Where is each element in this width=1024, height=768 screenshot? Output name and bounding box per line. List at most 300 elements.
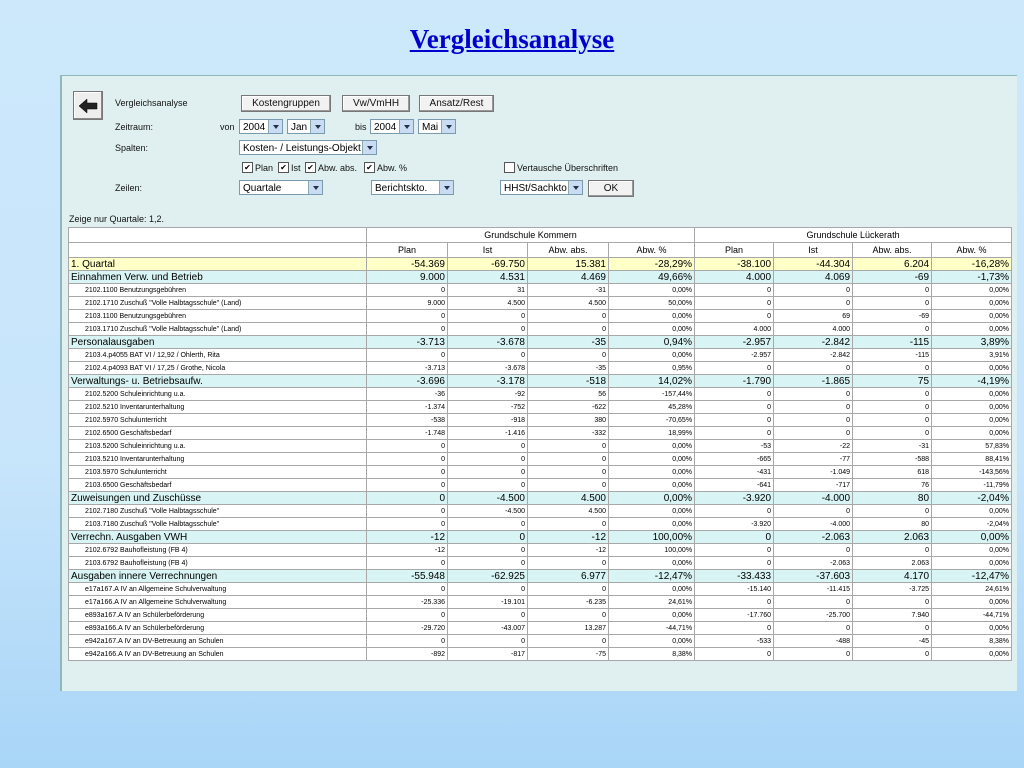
table-cell: 0 bbox=[448, 440, 528, 453]
table-cell: 0 bbox=[695, 505, 774, 518]
table-cell: 380 bbox=[528, 414, 609, 427]
row-label: Einnahmen Verw. und Betrieb bbox=[69, 271, 367, 284]
table-cell: -2.957 bbox=[695, 336, 774, 349]
table-cell: 57,83% bbox=[932, 440, 1012, 453]
table-cell: 0 bbox=[774, 414, 853, 427]
chevron-down-icon bbox=[310, 120, 324, 133]
table-row bbox=[69, 401, 1012, 414]
table-cell: 0 bbox=[448, 310, 528, 323]
table-cell: 0,00% bbox=[932, 544, 1012, 557]
comparison-table-wrap bbox=[68, 227, 1011, 661]
table-cell: 24,61% bbox=[932, 583, 1012, 596]
table-cell: 0,00% bbox=[932, 557, 1012, 570]
table-cell: 0 bbox=[853, 414, 932, 427]
table-cell: 0,00% bbox=[932, 414, 1012, 427]
table-row bbox=[69, 362, 1012, 375]
table-cell: 0 bbox=[528, 635, 609, 648]
table-row bbox=[69, 414, 1012, 427]
bis-year-select[interactable]: 2004 bbox=[370, 119, 414, 134]
table-cell: 0 bbox=[774, 297, 853, 310]
table-cell: 0 bbox=[774, 388, 853, 401]
table-cell: 0 bbox=[774, 505, 853, 518]
row-label: 2102.7180 Zuschuß "Volle Halbtagsschule" bbox=[69, 505, 367, 518]
table-cell: -665 bbox=[695, 453, 774, 466]
table-cell: 0 bbox=[695, 648, 774, 661]
chevron-down-icon bbox=[268, 120, 282, 133]
table-cell: -12 bbox=[367, 544, 448, 557]
chevron-down-icon bbox=[308, 181, 322, 194]
table-cell: 0 bbox=[695, 622, 774, 635]
table-cell: -817 bbox=[448, 648, 528, 661]
table-cell: 31 bbox=[448, 284, 528, 297]
table-cell: 8,38% bbox=[932, 635, 1012, 648]
table-cell: 0,00% bbox=[609, 505, 695, 518]
row-label: e893a166.A IV an Schülerbeförderung bbox=[69, 622, 367, 635]
plan-check-label: Plan bbox=[255, 163, 274, 173]
table-cell: -19.101 bbox=[448, 596, 528, 609]
table-cell: 0 bbox=[695, 284, 774, 297]
table-cell: 0 bbox=[853, 427, 932, 440]
table-cell: 0,00% bbox=[609, 349, 695, 362]
table-cell: 0 bbox=[695, 531, 774, 544]
table-cell: 0 bbox=[774, 648, 853, 661]
table-cell: 0 bbox=[853, 622, 932, 635]
table-cell: 4.000 bbox=[695, 271, 774, 284]
table-cell: -55.948 bbox=[367, 570, 448, 583]
table-cell: -431 bbox=[695, 466, 774, 479]
table-cell: -4.500 bbox=[448, 492, 528, 505]
row-label: 2102.4.p4093 BAT VI / 17,25 / Grothe, Nicola bbox=[69, 362, 367, 375]
row-label: 2103.4.p4055 BAT VI / 12,92 / Ohlerth, Rita bbox=[69, 349, 367, 362]
table-cell: -69.750 bbox=[448, 258, 528, 271]
table-cell: -77 bbox=[774, 453, 853, 466]
table-cell: -31 bbox=[853, 440, 932, 453]
table-cell: 0 bbox=[774, 362, 853, 375]
table-cell: 0 bbox=[448, 479, 528, 492]
table-cell: -3.713 bbox=[367, 362, 448, 375]
table-cell: -35 bbox=[528, 336, 609, 349]
table-cell: 6.204 bbox=[853, 258, 932, 271]
table-cell: 0 bbox=[528, 310, 609, 323]
table-cell: -1.374 bbox=[367, 401, 448, 414]
table-cell: 0 bbox=[695, 596, 774, 609]
table-cell: 0 bbox=[774, 401, 853, 414]
ist-checkbox[interactable]: ✔ bbox=[278, 162, 289, 173]
table-cell: -6.235 bbox=[528, 596, 609, 609]
group-row bbox=[69, 271, 1012, 284]
table-cell: 0 bbox=[853, 401, 932, 414]
analysis-panel bbox=[60, 75, 1017, 691]
table-cell: 0 bbox=[448, 531, 528, 544]
table-cell: -3.920 bbox=[695, 492, 774, 505]
chevron-down-icon bbox=[439, 181, 453, 194]
table-cell: 0 bbox=[853, 362, 932, 375]
table-cell: -69 bbox=[853, 271, 932, 284]
table-row bbox=[69, 557, 1012, 570]
kostengruppen-button[interactable]: Kostengruppen bbox=[241, 95, 331, 112]
table-cell: 0 bbox=[448, 453, 528, 466]
table-cell: 4.069 bbox=[774, 271, 853, 284]
column-header: Abw. abs. bbox=[528, 243, 609, 258]
ok-button[interactable]: OK bbox=[588, 180, 634, 197]
ansatz-rest-button[interactable]: Ansatz/Rest bbox=[419, 95, 494, 112]
table-cell: 0 bbox=[448, 635, 528, 648]
column-header: Plan bbox=[367, 243, 448, 258]
table-cell: 0 bbox=[367, 323, 448, 336]
abw-pct-check-label: Abw. % bbox=[377, 163, 408, 173]
table-cell: 4.500 bbox=[528, 297, 609, 310]
table-cell: 3,91% bbox=[932, 349, 1012, 362]
table-cell: 0,00% bbox=[609, 518, 695, 531]
table-row bbox=[69, 466, 1012, 479]
table-cell: 618 bbox=[853, 466, 932, 479]
chevron-down-icon bbox=[362, 141, 376, 154]
table-cell: 0 bbox=[448, 518, 528, 531]
plan-checkbox[interactable]: ✔ bbox=[242, 162, 253, 173]
column-header-row bbox=[69, 243, 1012, 258]
table-cell: 0,00% bbox=[609, 440, 695, 453]
table-row bbox=[69, 648, 1012, 661]
table-cell: 0 bbox=[853, 544, 932, 557]
hhst-select[interactable]: HHSt/Sachkto bbox=[500, 180, 583, 195]
table-cell: 0,00% bbox=[932, 401, 1012, 414]
table-cell: -44,71% bbox=[609, 622, 695, 635]
filter-info: Zeige nur Quartale: 1,2. bbox=[69, 214, 165, 224]
bis-label: bis bbox=[355, 122, 367, 132]
table-cell: 0 bbox=[448, 557, 528, 570]
table-cell: -157,44% bbox=[609, 388, 695, 401]
table-cell: -31 bbox=[528, 284, 609, 297]
table-cell: -115 bbox=[853, 349, 932, 362]
row-label: 2103.1710 Zuschuß "Volle Halbtagsschule" (Land) bbox=[69, 323, 367, 336]
table-cell: -2.842 bbox=[774, 349, 853, 362]
table-cell: 4.531 bbox=[448, 271, 528, 284]
abw-pct-checkbox[interactable]: ✔ bbox=[364, 162, 375, 173]
table-cell: -28,29% bbox=[609, 258, 695, 271]
table-cell: -4.000 bbox=[774, 492, 853, 505]
bis-month-select[interactable]: Mai bbox=[418, 119, 456, 134]
chevron-down-icon bbox=[568, 181, 582, 194]
table-cell: -143,56% bbox=[932, 466, 1012, 479]
row-label: 2102.1100 Benutzungsgebühren bbox=[69, 284, 367, 297]
table-cell: 0,94% bbox=[609, 336, 695, 349]
table-cell: -1.416 bbox=[448, 427, 528, 440]
table-cell: 0,00% bbox=[609, 479, 695, 492]
table-cell: -2.957 bbox=[695, 349, 774, 362]
table-cell: 3,89% bbox=[932, 336, 1012, 349]
table-cell: -3.678 bbox=[448, 336, 528, 349]
table-cell: -25.700 bbox=[774, 609, 853, 622]
table-cell: 0 bbox=[528, 479, 609, 492]
table-cell: 0 bbox=[695, 427, 774, 440]
row-label: 2103.1100 Benutzungsgebühren bbox=[69, 310, 367, 323]
table-cell: -918 bbox=[448, 414, 528, 427]
table-cell: 0 bbox=[774, 427, 853, 440]
table-cell: 0 bbox=[367, 609, 448, 622]
table-cell: 0,00% bbox=[932, 284, 1012, 297]
von-month-select[interactable]: Jan bbox=[287, 119, 325, 134]
table-cell: 4.170 bbox=[853, 570, 932, 583]
table-cell: 8,38% bbox=[609, 648, 695, 661]
row-label: Verrechn. Ausgaben VWH bbox=[69, 531, 367, 544]
table-cell: 0 bbox=[528, 349, 609, 362]
table-cell: 0 bbox=[774, 596, 853, 609]
table-cell: -69 bbox=[853, 310, 932, 323]
table-cell: -12,47% bbox=[609, 570, 695, 583]
table-cell: 4.000 bbox=[774, 323, 853, 336]
table-row bbox=[69, 583, 1012, 596]
row-label: e17a166.A IV an Allgemeine Schulverwaltung bbox=[69, 596, 367, 609]
spalten-label: Spalten: bbox=[115, 143, 149, 153]
abw-abs-check-label: Abw. abs. bbox=[318, 163, 358, 173]
berichtskto-select[interactable]: Berichtskto. bbox=[371, 180, 454, 195]
table-cell: -2.063 bbox=[774, 557, 853, 570]
table-row bbox=[69, 297, 1012, 310]
group-header: Grundschule Lückerath bbox=[695, 228, 1012, 243]
table-cell: -29.720 bbox=[367, 622, 448, 635]
table-cell: -53 bbox=[695, 440, 774, 453]
table-cell: 0,00% bbox=[932, 531, 1012, 544]
column-header: Abw. % bbox=[609, 243, 695, 258]
table-cell: 24,61% bbox=[609, 596, 695, 609]
table-cell: -3.725 bbox=[853, 583, 932, 596]
zeilen-select[interactable]: Quartale bbox=[239, 180, 323, 195]
table-cell: -12 bbox=[367, 531, 448, 544]
table-cell: 0 bbox=[367, 440, 448, 453]
spalten-select[interactable]: Kosten- / Leistungs-Objekt bbox=[239, 140, 377, 155]
table-cell: -3.920 bbox=[695, 518, 774, 531]
table-cell: -488 bbox=[774, 635, 853, 648]
table-cell: 0 bbox=[448, 544, 528, 557]
table-row bbox=[69, 388, 1012, 401]
table-cell: -2.842 bbox=[774, 336, 853, 349]
table-cell: 0,00% bbox=[609, 284, 695, 297]
table-cell: 56 bbox=[528, 388, 609, 401]
table-cell: 4.469 bbox=[528, 271, 609, 284]
table-row bbox=[69, 479, 1012, 492]
table-cell: -4,19% bbox=[932, 375, 1012, 388]
column-header: Ist bbox=[448, 243, 528, 258]
table-cell: -332 bbox=[528, 427, 609, 440]
table-cell: 0 bbox=[448, 609, 528, 622]
table-cell: 0,00% bbox=[932, 362, 1012, 375]
row-label: 1. Quartal bbox=[69, 258, 367, 271]
back-button[interactable] bbox=[73, 91, 103, 120]
table-cell: -62.925 bbox=[448, 570, 528, 583]
table-cell: 0 bbox=[853, 505, 932, 518]
table-cell: -3.713 bbox=[367, 336, 448, 349]
table-cell: 0 bbox=[528, 583, 609, 596]
table-cell: 4.500 bbox=[448, 297, 528, 310]
table-row bbox=[69, 440, 1012, 453]
row-label: Verwaltungs- u. Betriebsaufw. bbox=[69, 375, 367, 388]
table-cell: 0 bbox=[695, 362, 774, 375]
von-label: von bbox=[220, 122, 235, 132]
table-cell: 7.940 bbox=[853, 609, 932, 622]
table-cell: 2.063 bbox=[853, 557, 932, 570]
table-row bbox=[69, 349, 1012, 362]
row-label: Ausgaben innere Verrechnungen bbox=[69, 570, 367, 583]
table-row bbox=[69, 310, 1012, 323]
table-cell: 4.500 bbox=[528, 505, 609, 518]
row-label: 2103.5200 Schuleinrichtung u.a. bbox=[69, 440, 367, 453]
table-cell: 0,00% bbox=[609, 466, 695, 479]
table-cell: -3.696 bbox=[367, 375, 448, 388]
table-cell: 0 bbox=[695, 401, 774, 414]
table-cell: -1.865 bbox=[774, 375, 853, 388]
group-header: Grundschule Kommern bbox=[367, 228, 695, 243]
table-cell: 0 bbox=[367, 557, 448, 570]
table-cell: -35 bbox=[528, 362, 609, 375]
table-row bbox=[69, 323, 1012, 336]
table-cell: 100,00% bbox=[609, 531, 695, 544]
table-cell: 0,00% bbox=[609, 557, 695, 570]
back-arrow-icon bbox=[78, 98, 98, 114]
table-cell: 0 bbox=[367, 635, 448, 648]
table-cell: -36 bbox=[367, 388, 448, 401]
table-row bbox=[69, 284, 1012, 297]
table-cell: 0,00% bbox=[609, 310, 695, 323]
table-cell: -44.304 bbox=[774, 258, 853, 271]
table-cell: -17.760 bbox=[695, 609, 774, 622]
table-cell: 0 bbox=[367, 453, 448, 466]
table-cell: -2.063 bbox=[774, 531, 853, 544]
table-cell: 100,00% bbox=[609, 544, 695, 557]
table-row bbox=[69, 596, 1012, 609]
table-cell: -752 bbox=[448, 401, 528, 414]
table-cell: -4.000 bbox=[774, 518, 853, 531]
table-cell: -1.748 bbox=[367, 427, 448, 440]
group-row bbox=[69, 375, 1012, 388]
row-label: 2102.6500 Geschäftsbedarf bbox=[69, 427, 367, 440]
table-cell: 0 bbox=[853, 323, 932, 336]
group-row bbox=[69, 531, 1012, 544]
table-cell: 0 bbox=[448, 583, 528, 596]
abw-abs-checkbox[interactable]: ✔ bbox=[305, 162, 316, 173]
table-cell: 0,00% bbox=[932, 505, 1012, 518]
table-cell: -641 bbox=[695, 479, 774, 492]
table-cell: 0 bbox=[528, 440, 609, 453]
table-cell: 0 bbox=[367, 310, 448, 323]
row-label: 2103.5210 Inventarunterhaltung bbox=[69, 453, 367, 466]
table-cell: -15.140 bbox=[695, 583, 774, 596]
table-cell: -12 bbox=[528, 544, 609, 557]
table-cell: -45 bbox=[853, 635, 932, 648]
table-cell: 0 bbox=[695, 297, 774, 310]
zeilen-label: Zeilen: bbox=[115, 183, 143, 193]
table-cell: 18,99% bbox=[609, 427, 695, 440]
table-cell: -54.369 bbox=[367, 258, 448, 271]
table-cell: 0 bbox=[448, 323, 528, 336]
row-label: 2103.6792 Bauhofleistung (FB 4) bbox=[69, 557, 367, 570]
table-cell: 0 bbox=[528, 466, 609, 479]
table-cell: 0 bbox=[695, 414, 774, 427]
table-cell: -4.500 bbox=[448, 505, 528, 518]
table-cell: -43.007 bbox=[448, 622, 528, 635]
table-cell: 15.381 bbox=[528, 258, 609, 271]
table-cell: -33.433 bbox=[695, 570, 774, 583]
row-label: Personalausgaben bbox=[69, 336, 367, 349]
table-cell: 4.000 bbox=[695, 323, 774, 336]
comparison-table bbox=[68, 227, 1012, 661]
row-label: 2102.1710 Zuschuß "Volle Halbtagsschule" (Land) bbox=[69, 297, 367, 310]
table-cell: 0 bbox=[367, 492, 448, 505]
table-row bbox=[69, 427, 1012, 440]
row-label: e17a167.A IV an Allgemeine Schulverwaltung bbox=[69, 583, 367, 596]
table-cell: 0,00% bbox=[932, 427, 1012, 440]
table-cell: 50,00% bbox=[609, 297, 695, 310]
table-cell: 13.287 bbox=[528, 622, 609, 635]
vertausche-check-label: Vertausche Überschriften bbox=[517, 163, 619, 173]
table-cell: -622 bbox=[528, 401, 609, 414]
table-cell: -16,28% bbox=[932, 258, 1012, 271]
table-cell: 0 bbox=[367, 284, 448, 297]
row-label: e893a167.A IV an Schülerbeförderung bbox=[69, 609, 367, 622]
ist-check-label: Ist bbox=[291, 163, 301, 173]
page-title: Vergleichsanalyse bbox=[409, 24, 615, 54]
table-cell: 0,00% bbox=[609, 453, 695, 466]
table-cell: 0,00% bbox=[932, 596, 1012, 609]
row-label: 2103.5970 Schulunterricht bbox=[69, 466, 367, 479]
table-cell: 6.977 bbox=[528, 570, 609, 583]
table-cell: -533 bbox=[695, 635, 774, 648]
table-cell: 0 bbox=[367, 583, 448, 596]
von-year-select[interactable]: 2004 bbox=[239, 119, 283, 134]
table-cell: -44,71% bbox=[932, 609, 1012, 622]
table-cell: 0 bbox=[448, 349, 528, 362]
table-cell: -92 bbox=[448, 388, 528, 401]
table-cell: 0,00% bbox=[932, 323, 1012, 336]
table-cell: 0 bbox=[367, 466, 448, 479]
table-cell: 0 bbox=[367, 479, 448, 492]
table-cell: 0 bbox=[367, 349, 448, 362]
table-cell: 0 bbox=[528, 609, 609, 622]
form-title: Vergleichsanalyse bbox=[115, 98, 188, 108]
table-cell: -37.603 bbox=[774, 570, 853, 583]
table-cell: 0,00% bbox=[932, 622, 1012, 635]
table-cell: 0 bbox=[853, 596, 932, 609]
table-cell: 0,00% bbox=[609, 492, 695, 505]
vertausche-checkbox[interactable] bbox=[504, 162, 515, 173]
table-cell: 0 bbox=[448, 466, 528, 479]
table-cell: 0 bbox=[695, 544, 774, 557]
table-cell: 0,00% bbox=[932, 297, 1012, 310]
table-cell: 0,00% bbox=[609, 635, 695, 648]
table-cell: -3.678 bbox=[448, 362, 528, 375]
table-cell: 0,00% bbox=[932, 310, 1012, 323]
chevron-down-icon bbox=[399, 120, 413, 133]
table-cell: -38.100 bbox=[695, 258, 774, 271]
table-cell: 0,95% bbox=[609, 362, 695, 375]
table-cell: 0 bbox=[853, 284, 932, 297]
table-row bbox=[69, 544, 1012, 557]
table-row bbox=[69, 518, 1012, 531]
table-cell: -2,04% bbox=[932, 492, 1012, 505]
vwvmhh-button[interactable]: Vw/VmHH bbox=[342, 95, 410, 112]
table-cell: -717 bbox=[774, 479, 853, 492]
table-cell: -518 bbox=[528, 375, 609, 388]
table-cell: 0,00% bbox=[609, 323, 695, 336]
table-cell: -892 bbox=[367, 648, 448, 661]
row-label: 2102.6792 Bauhofleistung (FB 4) bbox=[69, 544, 367, 557]
table-cell: -25.336 bbox=[367, 596, 448, 609]
table-cell: -11.415 bbox=[774, 583, 853, 596]
table-cell: 88,41% bbox=[932, 453, 1012, 466]
row-label: 2103.7180 Zuschuß "Volle Halbtagsschule" bbox=[69, 518, 367, 531]
table-row bbox=[69, 453, 1012, 466]
table-row bbox=[69, 609, 1012, 622]
table-cell: 0 bbox=[774, 544, 853, 557]
